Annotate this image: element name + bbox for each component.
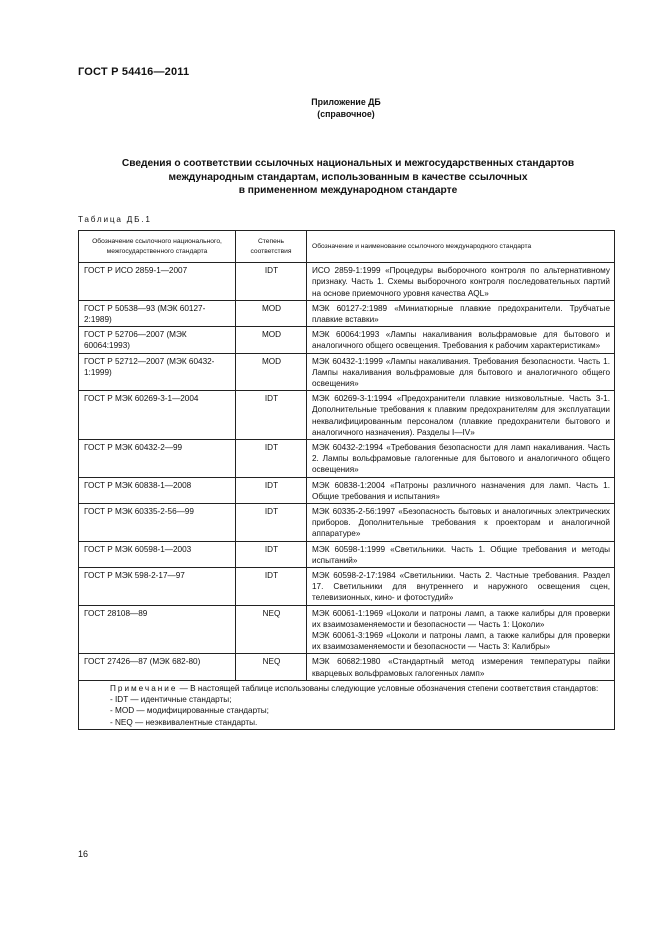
international-standard-cell: МЭК 60598-2-17:1984 «Светильники. Часть 2. Частные требования. Раздел 17. Светильники для внутреннего и наружного освещения сцен, телевизионных, кино- и фотостудий» <box>307 568 615 606</box>
international-standard-cell: МЭК 60682:1980 «Стандартный метод измерения температуры пайки кварцевых вольфрамовых галогенных ламп» <box>307 654 615 680</box>
degree-cell: MOD <box>236 353 307 391</box>
note-text: — В настоящей таблице использованы следующие условные обозначения степени соответствия стандартов: <box>177 683 599 693</box>
international-standard-entry: МЭК 60061-3:1969 «Цоколи и патроны ламп, а также калибры для проверки их взаимозаменяемости и безопасности — Часть 3: Калибры» <box>312 631 610 652</box>
international-standard-cell: МЭК 60432-1:1999 «Лампы накаливания. Требования безопасности. Часть 1. Лампы накаливания вольфрамовые для бытового и аналогичного общего освещения» <box>307 353 615 391</box>
note-item: - NEQ — неэквивалентные стандарты. <box>110 717 258 727</box>
table-row <box>79 391 615 440</box>
note-item: - IDT — идентичные стандарты; <box>110 695 232 705</box>
degree-cell: IDT <box>236 477 307 503</box>
degree-cell: IDT <box>236 263 307 301</box>
correspondence-table <box>78 230 615 730</box>
national-standard-cell: ГОСТ Р 50538—93 (МЭК 60127-2:1989) <box>79 300 236 326</box>
national-standard-cell: ГОСТ 27426—87 (МЭК 682-80) <box>79 654 236 680</box>
table-row <box>79 477 615 503</box>
degree-cell: IDT <box>236 568 307 606</box>
table-row <box>79 440 615 478</box>
national-standard-cell: ГОСТ Р ИСО 2859-1—2007 <box>79 263 236 301</box>
note-item: - MOD — модифицированные стандарты; <box>110 706 269 716</box>
table-row <box>79 300 615 326</box>
degree-cell: IDT <box>236 391 307 440</box>
table-note <box>79 680 615 729</box>
degree-cell: NEQ <box>236 654 307 680</box>
table-row <box>79 263 615 301</box>
international-standard-cell <box>307 605 615 654</box>
international-standard-cell: ИСО 2859-1:1999 «Процедуры выборочного контроля по альтернативному признаку. Часть 1. Схемы выборочного контроля последовательных партий на основе приемочного уровня качества AQL» <box>307 263 615 301</box>
header-international-standard: Обозначение и наименование ссылочного международного стандарта <box>307 231 615 263</box>
international-standard-cell: МЭК 60598-1:1999 «Светильники. Часть 1. Общие требования и методы испытаний» <box>307 541 615 567</box>
international-standard-cell: МЭК 60269-3-1:1994 «Предохранители плавкие низковольтные. Часть 3-1. Дополнительные требования к плавким предохранителям для эксплуатации неквалифицированным персоналом (плавкие предохранители бытового и аналогичного назначения). Разделы I—IV» <box>307 391 615 440</box>
degree-cell: IDT <box>236 440 307 478</box>
international-standard-cell: МЭК 60335-2-56:1997 «Безопасность бытовых и аналогичных электрических приборов. Дополнительные требования к проекторам и аналогичной аппаратуре» <box>307 504 615 542</box>
international-standard-cell: МЭК 60838-1:2004 «Патроны различного назначения для ламп. Часть 1. Общие требования и испытания» <box>307 477 615 503</box>
degree-cell: NEQ <box>236 605 307 654</box>
table-header-row <box>79 231 615 263</box>
title-line: в примененном международном стандарте <box>238 185 458 197</box>
note-paragraph <box>84 683 610 694</box>
annex-title: Приложение ДБ <box>311 97 381 107</box>
table-row <box>79 568 615 606</box>
table-row <box>79 327 615 353</box>
degree-cell: IDT <box>236 541 307 567</box>
international-standard-entry: МЭК 60061-1:1969 «Цоколи и патроны ламп, а также калибры для проверки их взаимозаменяемости и безопасности — Часть 1: Цоколи» <box>312 608 610 629</box>
table-row <box>79 353 615 391</box>
table-row <box>79 605 615 654</box>
header-degree: Степень соответствия <box>236 231 307 263</box>
national-standard-cell: ГОСТ Р МЭК 60432-2—99 <box>79 440 236 478</box>
national-standard-cell: ГОСТ Р МЭК 60838-1—2008 <box>79 477 236 503</box>
degree-cell: MOD <box>236 327 307 353</box>
national-standard-cell: ГОСТ Р МЭК 60598-1—2003 <box>79 541 236 567</box>
table-label: Таблица ДБ.1 <box>78 215 152 224</box>
degree-cell: MOD <box>236 300 307 326</box>
table-row <box>79 654 615 680</box>
international-standard-cell: МЭК 60064:1993 «Лампы накаливания вольфрамовые для бытового и аналогичного общего освещения. Требования к рабочим характеристикам» <box>307 327 615 353</box>
annex-heading <box>0 96 661 120</box>
page-number: 16 <box>78 849 89 859</box>
table-row <box>79 504 615 542</box>
national-standard-cell: ГОСТ Р 52706—2007 (МЭК 60064:1993) <box>79 327 236 353</box>
international-standard-cell: МЭК 60127-2:1989 «Миниатюрные плавкие предохранители. Трубчатые плавкие вставки» <box>307 300 615 326</box>
document-header: ГОСТ Р 54416—2011 <box>78 66 190 78</box>
national-standard-cell: ГОСТ Р 52712—2007 (МЭК 60432-1:1999) <box>79 353 236 391</box>
international-standard-cell: МЭК 60432-2:1994 «Требования безопасности для ламп накаливания. Часть 2. Лампы вольфрамовые галогенные для бытового и аналогичного общего освещения» <box>307 440 615 478</box>
national-standard-cell: ГОСТ 28108—89 <box>79 605 236 654</box>
national-standard-cell: ГОСТ Р МЭК 60335-2-56—99 <box>79 504 236 542</box>
title-line: международным стандартам, использованным в качестве ссылочных <box>168 171 528 183</box>
note-heading: Примечание <box>110 683 178 693</box>
header-national-standard: Обозначение ссылочного национального, межгосударственного стандарта <box>79 231 236 263</box>
national-standard-cell: ГОСТ Р МЭК 598-2-17—97 <box>79 568 236 606</box>
title-line: Сведения о соответствии ссылочных национальных и межгосударственных стандартов <box>121 158 575 169</box>
annex-kind: (справочное) <box>317 109 375 119</box>
table-note-row <box>79 680 615 729</box>
national-standard-cell: ГОСТ Р МЭК 60269-3-1—2004 <box>79 391 236 440</box>
table-row <box>79 541 615 567</box>
annex-main-title <box>70 157 626 198</box>
degree-cell: IDT <box>236 504 307 542</box>
